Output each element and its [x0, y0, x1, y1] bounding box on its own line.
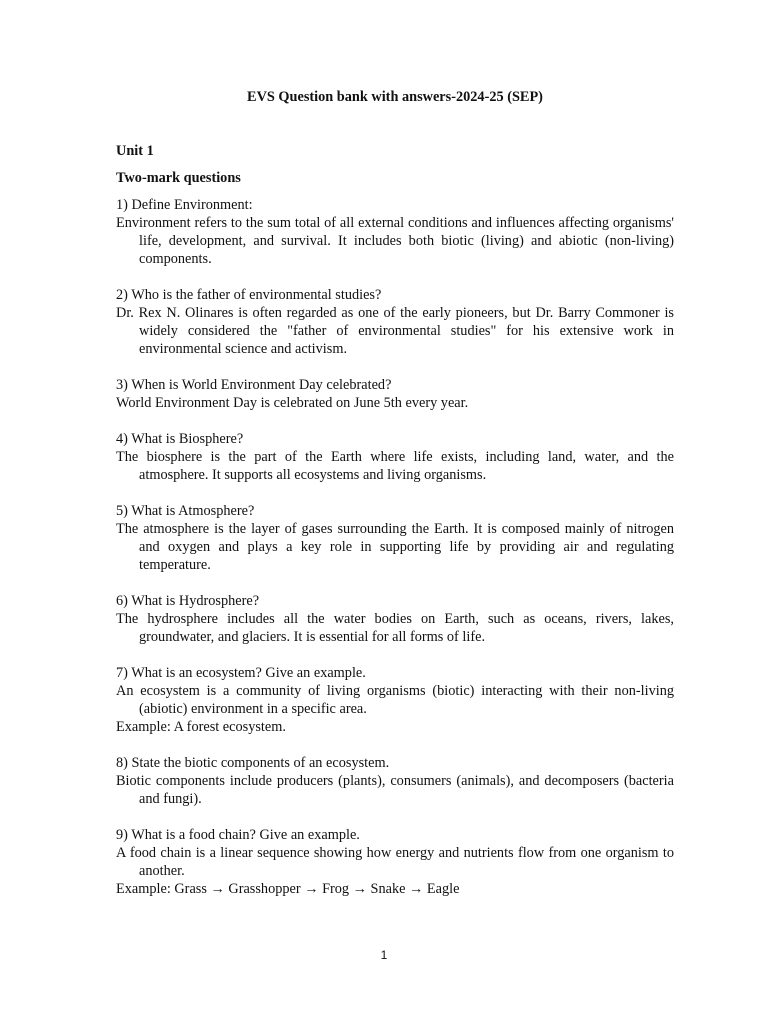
answer-text: An ecosystem is a community of living organisms (biotic) interacting with their non-living (abiotic) environment in a specific area.	[116, 683, 674, 717]
answer-text: Biotic components include producers (plants), consumers (animals), and decomposers (bacteria and fungi).	[116, 773, 674, 807]
answer-text: The biosphere is the part of the Earth where life exists, including land, water, and the atmosphere. It supports all ecosystems and living organisms.	[116, 449, 674, 483]
question-item-8	[116, 754, 674, 808]
answer-text: The hydrosphere includes all the water bodies on Earth, such as oceans, rivers, lakes, groundwater, and glaciers. It is essential for all forms of life.	[116, 611, 674, 645]
question-text: 8) State the biotic components of an ecosystem.	[116, 755, 390, 771]
answer-text: The atmosphere is the layer of gases surrounding the Earth. It is composed mainly of nitrogen and oxygen and plays a key role in supporting life by providing air and regulating temperature.	[116, 521, 674, 573]
question-text: 6) What is Hydrosphere?	[116, 593, 260, 609]
question-text: 5) What is Atmosphere?	[116, 503, 255, 519]
question-text: 9) What is a food chain? Give an example.	[116, 827, 360, 843]
question-item-2	[116, 286, 674, 358]
answer-text: Dr. Rex N. Olinares is often regarded as one of the early pioneers, but Dr. Barry Commoner is widely considered the "father of environmental studies" for his extensive work in environmental science and activism.	[116, 305, 674, 357]
unit-heading: Unit 1	[116, 143, 154, 159]
question-text: 1) Define Environment:	[116, 197, 253, 213]
question-item-5	[116, 502, 674, 574]
page-number: 1	[380, 948, 388, 962]
question-item-6	[116, 592, 674, 646]
question-text: 7) What is an ecosystem? Give an example.	[116, 665, 366, 681]
question-text: 4) What is Biosphere?	[116, 431, 244, 447]
answer-text: A food chain is a linear sequence showing how energy and nutrients flow from one organism to another.	[116, 845, 674, 879]
question-text: 3) When is World Environment Day celebrated?	[116, 377, 392, 393]
question-item-9	[116, 826, 674, 898]
question-item-1	[116, 196, 674, 268]
question-text: 2) Who is the father of environmental studies?	[116, 287, 382, 303]
document-page	[116, 88, 674, 916]
answer-text: World Environment Day is celebrated on June 5th every year.	[116, 395, 469, 411]
question-item-3	[116, 376, 674, 412]
question-item-7	[116, 664, 674, 736]
question-item-4	[116, 430, 674, 484]
document-title: EVS Question bank with answers-2024-25 (SEP)	[247, 89, 543, 105]
example-text: Example: Grass → Grasshopper → Frog → Snake → Eagle	[116, 881, 460, 897]
section-heading: Two-mark questions	[116, 170, 241, 186]
answer-text: Environment refers to the sum total of all external conditions and influences affecting organisms' life, development, and survival. It includes both biotic (living) and abiotic (non-living) components.	[116, 215, 674, 267]
example-text: Example: A forest ecosystem.	[116, 719, 286, 735]
